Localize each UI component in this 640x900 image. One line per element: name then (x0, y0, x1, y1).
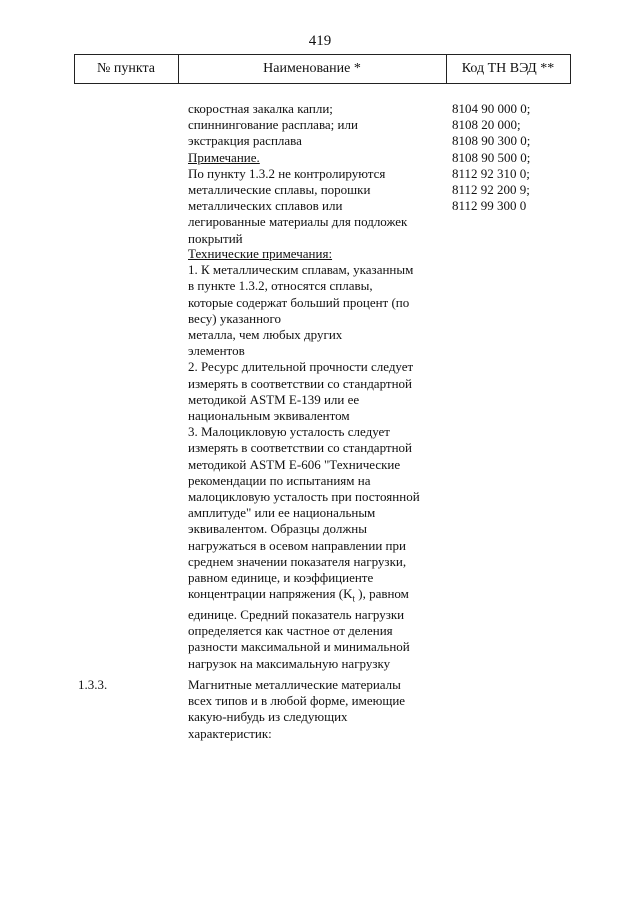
tech-line: металла, чем любых других (188, 327, 343, 343)
technical-notes-title: Технические примечания: (188, 246, 333, 261)
tech-line: рекомендации по испытаниям на (188, 472, 371, 488)
tnved-code: 8108 20 000; (452, 117, 521, 133)
tech-line: национальным эквивалентом (188, 408, 350, 424)
text-line: всех типов и в любой форме, имеющие (188, 693, 406, 709)
tnved-code: 8112 99 300 0 (452, 198, 527, 214)
text-line: спиннингование расплава; или (188, 117, 358, 133)
note-line: металлических сплавов или (188, 198, 343, 214)
section-133-text (188, 677, 448, 742)
header-top-rule (74, 54, 570, 55)
tech-line: методикой ASTM E-139 или ее (188, 391, 360, 407)
text-line: скоростная закалка капли; (188, 101, 333, 116)
tech-line: определяется как частное от деления (188, 623, 393, 639)
tech-line: нагружаться в осевом направлении при (188, 537, 406, 553)
tech-line: нагрузок на максимальную нагрузку (188, 655, 391, 671)
tech-line: среднем значении показателя нагрузки, (188, 553, 407, 569)
tnved-code: 8108 90 300 0; (452, 133, 531, 149)
text-line: экстракция расплава (188, 133, 302, 149)
note-line: По пункту 1.3.2 не контролируются (188, 165, 386, 181)
note-line: легированные материалы для подложек (188, 214, 408, 230)
tech-line: измерять в соответствии со стандартной (188, 440, 413, 456)
tech-line: малоцикловую усталость при постоянной (188, 489, 420, 505)
kt-before: концентрации напряжения (K (188, 586, 353, 602)
tech-line: методикой ASTM E-606 "Технические (188, 456, 401, 472)
tech-line: единице. Средний показатель нагрузки (188, 607, 405, 623)
section-132-text (188, 101, 448, 247)
tech-line: которые содержат больший процент (по (188, 294, 410, 310)
tech-line: 1. К металлическим сплавам, указанным (188, 262, 414, 278)
kt-after: ), равном (358, 586, 409, 602)
kt-subscript: t (352, 593, 355, 604)
item-number-133: 1.3.3. (78, 677, 108, 692)
tech-line: измерять в соответствии со стандартной (188, 375, 413, 391)
tech-line: 2. Ресурс длительной прочности следует (188, 359, 414, 375)
header-item-number: № пункта (97, 61, 155, 76)
note-title: Примечание. (188, 149, 260, 165)
tnved-code: 8104 90 000 0; (452, 101, 531, 116)
tech-line: амплитуде" или ее национальным (188, 505, 376, 521)
tnved-code: 8112 92 200 9; (452, 182, 530, 198)
header-divider-right (570, 54, 571, 84)
tech-line: эквивалентом. Образцы должны (188, 521, 367, 537)
tech-line: 3. Малоцикловую усталость следует (188, 424, 390, 440)
tech-line: весу) указанного (188, 310, 282, 326)
text-line: характеристик: (188, 725, 272, 741)
tech-line: разности максимальной и минимальной (188, 639, 410, 655)
header-bottom-rule (74, 83, 570, 84)
text-line: какую-нибудь из следующих (188, 709, 348, 725)
tech-line: в пункте 1.3.2, относятся сплавы, (188, 278, 373, 294)
tnved-code: 8112 92 310 0; (452, 165, 530, 181)
technical-notes (188, 246, 448, 672)
header-tnved-code: Код ТН ВЭД ** (461, 61, 555, 76)
tech-line: элементов (188, 343, 245, 359)
note-line: покрытий (188, 230, 243, 246)
header-name: Наименование * (263, 61, 361, 76)
note-line: металлические сплавы, порошки (188, 182, 371, 198)
tech-line: равном единице, и коэффициенте (188, 570, 374, 586)
tnved-codes (452, 101, 530, 214)
tech-line-kt (188, 586, 448, 607)
text-line: Магнитные металлические материалы (188, 677, 401, 692)
tnved-code: 8108 90 500 0; (452, 149, 531, 165)
page-number: 419 (308, 33, 332, 49)
